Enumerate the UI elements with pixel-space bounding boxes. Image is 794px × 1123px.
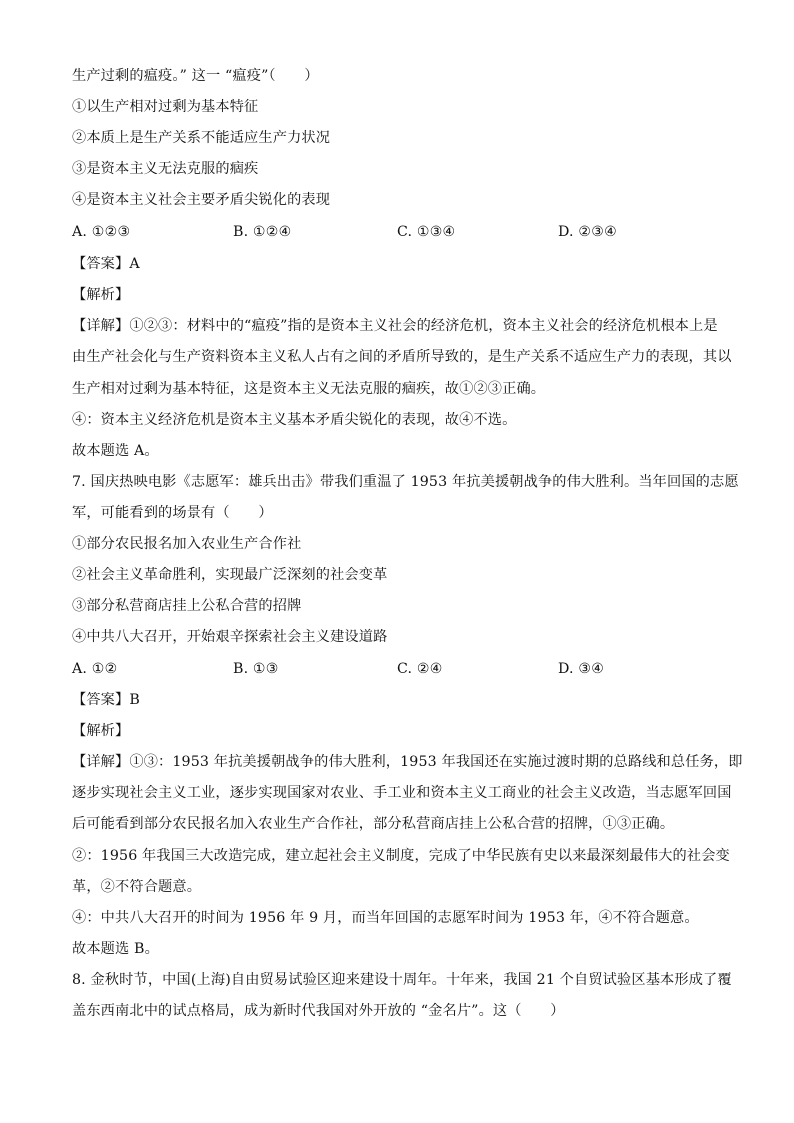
q7-answer-tag: 【答案】 [72,692,130,708]
q7-detail-line-1 [72,752,743,772]
q7-item-3: ③部分私营商店挂上公私合营的招牌 [72,598,302,614]
q7-answer-value: B [129,692,140,708]
q7-detail-tag: 【详解】 [72,754,130,770]
q6-answer [72,254,140,274]
q6-detail-line-3: 生产相对过剩为基本特征，这是资本主义无法克服的痼疾，故①②③正确。 [72,381,546,397]
q6-item-3: ③是资本主义无法克服的痼疾 [72,161,259,177]
q6-option-c: C. ①③④ [397,224,456,240]
q7-item-2: ②社会主义革命胜利，实现最广泛深刻的社会变革 [72,567,388,583]
q7-detail-text-1: ①③：1953 年抗美援朝战争的伟大胜利，1953 年我国还在实施过渡时期的总路线和总任务，即 [129,754,743,770]
q7-analysis-tag: 【解析】 [72,723,130,739]
q6-option-b: B. ①②④ [233,224,292,240]
q7-detail-line-3: 后可能看到部分农民报名加入农业生产合作社，部分私营商店挂上公私合营的招牌，①③正确。 [72,816,675,832]
q6-detail-line-2: 由生产社会化与生产资料资本主义私人占有之间的矛盾所导致的，是生产关系不适应生产力的表现，其以 [72,349,732,365]
q7-conclusion: 故本题选 B。 [72,941,159,957]
q6-conclusion: 故本题选 A。 [72,443,159,459]
q6-item-2: ②本质上是生产关系不能适应生产力状况 [72,130,331,146]
q6-answer-tag: 【答案】 [72,256,130,272]
q6-option-d: D. ②③④ [558,224,617,240]
q7-option-b: B. ①③ [233,661,279,677]
q6-detail-line-1 [72,316,718,336]
q6-detail-text-1: ①②③：材料中的“瘟疫”指的是资本主义社会的经济危机，资本主义社会的经济危机根本上是 [129,318,718,334]
q6-option-a: A. ①②③ [72,224,131,240]
q7-stem-line-2: 军，可能看到的场景有（ ） [72,505,273,521]
q6-stem-tail: 生产过剩的瘟疫。” 这一 “瘟疫”（ ） [72,68,319,84]
q8-stem-line-2: 盖东西南北中的试点格局，成为新时代我国对外开放的 “金名片”。这（ ） [72,1003,565,1019]
q7-option-a: A. ①② [72,661,118,677]
q7-detail-line-6: ④：中共八大召开的时间为 1956 年 9 月，而当年回国的志愿军时间为 1953 年，④不符合题意。 [72,910,699,926]
q8-stem-line-1: 8. 金秋时节，中国(上海)自由贸易试验区迎来建设十周年。十年来，我国 21 个自贸试验区基本形成了覆 [72,972,732,988]
q6-detail-line-4: ④：资本主义经济危机是资本主义基本矛盾尖锐化的表现，故④不选。 [72,412,517,428]
q6-analysis-tag: 【解析】 [72,287,130,303]
q6-item-1: ①以生产相对过剩为基本特征 [72,99,259,115]
q7-option-c: C. ②④ [397,661,443,677]
q6-item-4: ④是资本主义社会主要矛盾尖锐化的表现 [72,192,331,208]
q6-answer-value: A [129,256,140,272]
q7-detail-line-4: ②：1956 年我国三大改造完成，建立起社会主义制度，完成了中华民族有史以来最深刻最伟大的社会变 [72,848,730,864]
q6-detail-tag: 【详解】 [72,318,130,334]
q7-item-4: ④中共八大召开，开始艰辛探索社会主义建设道路 [72,629,388,645]
q7-detail-line-2: 逐步实现社会主义工业，逐步实现国家对农业、手工业和资本主义工商业的社会主义改造，当志愿军回国 [72,785,732,801]
q7-detail-line-5: 革，②不符合题意。 [72,879,202,895]
q7-option-d: D. ③④ [558,661,605,677]
q7-item-1: ①部分农民报名加入农业生产合作社 [72,536,302,552]
q7-stem-line-1: 7. 国庆热映电影《志愿军：雄兵出击》带我们重温了 1953 年抗美援朝战争的伟大胜利。当年回国的志愿 [72,474,739,490]
q7-answer [72,690,140,710]
